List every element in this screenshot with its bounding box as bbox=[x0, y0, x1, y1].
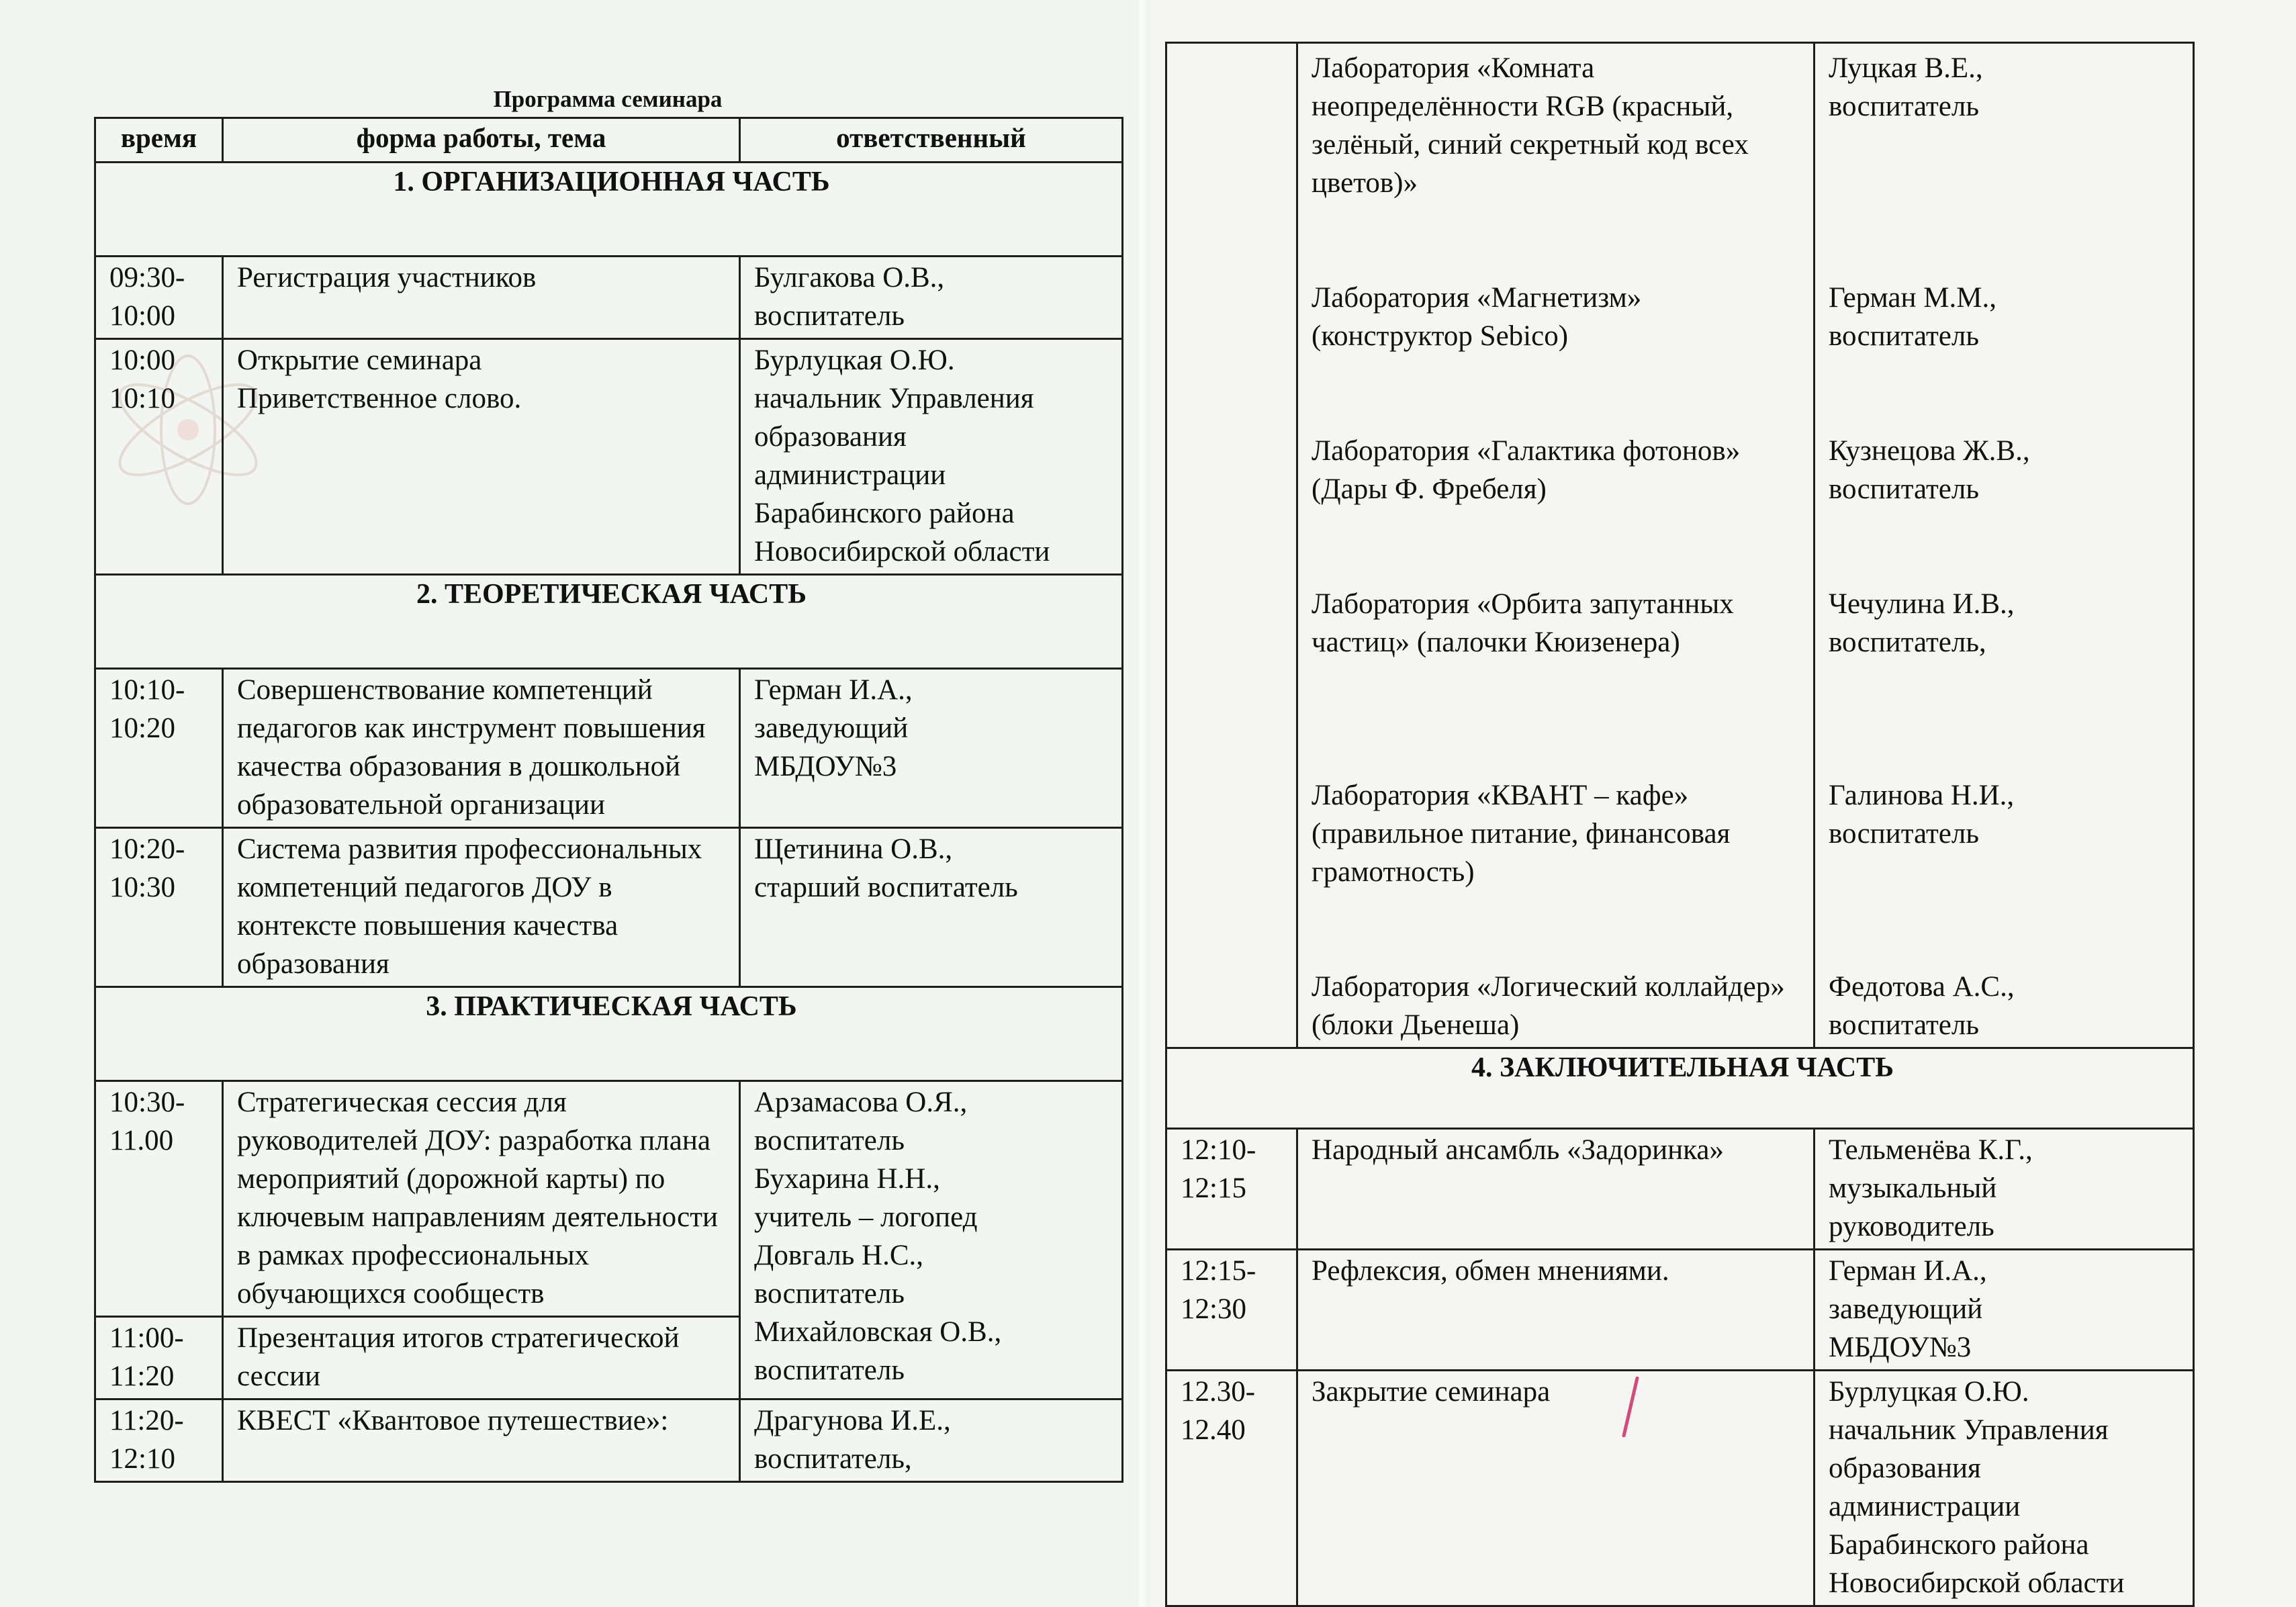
text-line: воспитатель bbox=[754, 1125, 905, 1156]
text-line: Барабинского района bbox=[754, 498, 1015, 529]
text-line: 10:20- bbox=[109, 833, 185, 865]
topic-cell: Рефлексия, обмен мнениями. bbox=[1297, 1250, 1815, 1371]
text-line: Галинова Н.И., bbox=[1829, 780, 2015, 811]
text-line: Герман И.А., bbox=[1829, 1255, 1987, 1287]
lab-topic: Лаборатория «Орбита запутанных частиц» (палочки Кюизенера) bbox=[1312, 588, 1734, 658]
table-row bbox=[1166, 1250, 2194, 1371]
text-line: 10:30- bbox=[109, 1087, 185, 1118]
topic-cell: Стратегическая сессия для руководителей ДОУ: разработка плана мероприятий (дорожной карты) по ключевым направлениям деятельности в рамках профессиональных обучающихся сообществ bbox=[223, 1081, 740, 1317]
lab-topic: Лаборатория «Магнетизм» (конструктор Sebico) bbox=[1312, 282, 1642, 352]
text-line: 11:00- bbox=[109, 1322, 184, 1354]
time-cell bbox=[95, 669, 223, 828]
responsible-cell bbox=[740, 1399, 1123, 1482]
lab-responsible bbox=[1829, 968, 2185, 1044]
program-table-left bbox=[94, 117, 1123, 1483]
text-line: администрации bbox=[1829, 1491, 2021, 1522]
topic-line: Открытие семинара bbox=[237, 345, 482, 376]
text-line: воспитатель bbox=[754, 1278, 905, 1310]
text-line: Чечулина И.В., bbox=[1829, 588, 2015, 620]
text-line: Барабинского района bbox=[1829, 1529, 2089, 1561]
text-line: воспитатель bbox=[1829, 1009, 1979, 1041]
table-row bbox=[95, 828, 1123, 987]
text-line: 12:10 bbox=[109, 1443, 175, 1475]
topic-cell bbox=[223, 339, 740, 575]
text-line: Булгакова О.В., bbox=[754, 262, 945, 293]
text-line: 12:15 bbox=[1181, 1173, 1246, 1204]
text-line: заведующий bbox=[1829, 1293, 1983, 1325]
section-row bbox=[1166, 1048, 2194, 1129]
section-row bbox=[95, 987, 1123, 1081]
time-cell bbox=[95, 1399, 223, 1482]
table-row bbox=[95, 257, 1123, 339]
time-cell bbox=[1166, 43, 1297, 1048]
text-line: 10:20 bbox=[109, 713, 175, 744]
text-line: 12:30 bbox=[1181, 1293, 1246, 1325]
lab-topic: Лаборатория «КВАНТ – кафе» (правильное питание, финансовая грамотность) bbox=[1312, 780, 1731, 888]
lab-topic: Лаборатория «Комната неопределённости RGB (красный, зелёный, синий секретный код всех цветов)» bbox=[1312, 52, 1749, 199]
table-row bbox=[95, 669, 1123, 828]
text-line: 10:00 bbox=[109, 300, 175, 332]
text-line: Довгаль Н.С., bbox=[754, 1240, 924, 1271]
column-header-responsible: ответственный bbox=[740, 118, 1123, 163]
topic-cell: Народный ансамбль «Задоринка» bbox=[1297, 1129, 1815, 1250]
section-heading: 4. ЗАКЛЮЧИТЕЛЬНАЯ ЧАСТЬ bbox=[1166, 1048, 2194, 1129]
topic-line: Приветственное слово. bbox=[237, 383, 522, 414]
labs-responsible-cell bbox=[1815, 43, 2194, 1048]
time-cell bbox=[95, 1081, 223, 1317]
text-line: воспитатель bbox=[1829, 473, 1979, 505]
table-row bbox=[95, 1399, 1123, 1482]
text-line: 12.40 bbox=[1181, 1414, 1246, 1446]
text-line: 09:30- bbox=[109, 262, 185, 293]
table-row bbox=[95, 339, 1123, 575]
text-line: Федотова А.С., bbox=[1829, 971, 2015, 1003]
time-cell bbox=[1166, 1129, 1297, 1250]
page-title: Программа семинара bbox=[493, 86, 723, 112]
text-line: воспитатель, bbox=[1829, 627, 1986, 658]
text-line: воспитатель bbox=[1829, 818, 1979, 850]
column-header-time: время bbox=[95, 118, 223, 163]
text-line: Бухарина Н.Н., bbox=[754, 1163, 940, 1195]
topic-cell: Совершенствование компетенций педагогов как инструмент повышения качества образования в дошкольной образовательной организации bbox=[223, 669, 740, 828]
responsible-cell bbox=[740, 828, 1123, 987]
text-line: Герман М.М., bbox=[1829, 282, 1997, 314]
text-line: воспитатель bbox=[754, 1355, 905, 1386]
text-line: воспитатель bbox=[1829, 91, 1979, 122]
time-cell bbox=[95, 1317, 223, 1399]
responsible-cell bbox=[1815, 1371, 2194, 1606]
text-line: музыкальный bbox=[1829, 1173, 1997, 1204]
responsible-cell bbox=[740, 257, 1123, 339]
text-line: Новосибирской области bbox=[754, 536, 1050, 567]
text-line: Луцкая В.Е., bbox=[1829, 52, 1983, 84]
page-fold bbox=[1135, 0, 1150, 1607]
text-line: администрации bbox=[754, 459, 946, 491]
topic-cell: Регистрация участников bbox=[223, 257, 740, 339]
section-heading: 3. ПРАКТИЧЕСКАЯ ЧАСТЬ bbox=[95, 987, 1123, 1081]
text-line: образования bbox=[1829, 1453, 1981, 1484]
text-line: Новосибирской области bbox=[1829, 1567, 2125, 1599]
section-row bbox=[95, 575, 1123, 669]
text-line: начальник Управления bbox=[754, 383, 1034, 414]
text-line: заведующий bbox=[754, 713, 909, 744]
text-line: воспитатель bbox=[1829, 320, 1979, 352]
text-line: Тельменёва К.Г., bbox=[1829, 1134, 2033, 1166]
topic-cell: Закрытие семинара bbox=[1297, 1371, 1815, 1606]
table-row bbox=[95, 1081, 1123, 1317]
text-line: Драгунова И.Е., bbox=[754, 1405, 951, 1436]
time-cell bbox=[95, 339, 223, 575]
text-line: 11.00 bbox=[109, 1125, 174, 1156]
lab-responsible bbox=[1829, 585, 2185, 738]
section-heading: 1. ОРГАНИЗАЦИОННАЯ ЧАСТЬ bbox=[95, 163, 1123, 257]
lab-topic: Лаборатория «Логический коллайдер» (блоки Дьенеша) bbox=[1312, 971, 1785, 1041]
section-heading: 2. ТЕОРЕТИЧЕСКАЯ ЧАСТЬ bbox=[95, 575, 1123, 669]
text-line: воспитатель bbox=[754, 300, 905, 332]
lab-responsible bbox=[1829, 432, 2185, 547]
text-line: Арзамасова О.Я., bbox=[754, 1087, 968, 1118]
text-line: начальник Управления bbox=[1829, 1414, 2109, 1446]
text-line: руководитель bbox=[1829, 1211, 1994, 1242]
time-cell bbox=[1166, 1250, 1297, 1371]
text-line: образования bbox=[754, 421, 907, 453]
text-line: 10:00 bbox=[109, 345, 175, 376]
responsible-cell bbox=[740, 1081, 1123, 1399]
responsible-cell bbox=[1815, 1250, 2194, 1371]
labs-row bbox=[1166, 43, 2194, 1048]
text-line: МБДОУ№3 bbox=[1829, 1332, 1972, 1363]
table-row bbox=[1166, 1129, 2194, 1250]
time-cell bbox=[95, 828, 223, 987]
lab-responsible bbox=[1829, 279, 2185, 394]
responsible-cell bbox=[740, 339, 1123, 575]
text-line: 10:10- bbox=[109, 674, 185, 706]
text-line: Щетинина О.В., bbox=[754, 833, 953, 865]
topic-cell: КВЕСТ «Квантовое путешествие»: bbox=[223, 1399, 740, 1482]
responsible-cell bbox=[1815, 1129, 2194, 1250]
text-line: учитель – логопед bbox=[754, 1201, 978, 1233]
lab-responsible bbox=[1829, 776, 2185, 929]
text-line: 10:30 bbox=[109, 872, 175, 903]
text-line: 10:10 bbox=[109, 383, 175, 414]
table-header-row bbox=[95, 118, 1123, 163]
time-cell bbox=[1166, 1371, 1297, 1606]
section-row bbox=[95, 163, 1123, 257]
column-header-topic: форма работы, тема bbox=[223, 118, 740, 163]
text-line: Бурлуцкая О.Ю. bbox=[1829, 1376, 2029, 1408]
topic-cell: Система развития профессиональных компетенций педагогов ДОУ в контексте повышения качества образования bbox=[223, 828, 740, 987]
lab-topic: Лаборатория «Галактика фотонов» (Дары Ф. Фребеля) bbox=[1312, 435, 1741, 505]
text-line: МБДОУ№3 bbox=[754, 751, 897, 782]
text-line: 11:20 bbox=[109, 1361, 175, 1392]
responsible-cell bbox=[740, 669, 1123, 828]
lab-responsible bbox=[1829, 49, 2185, 240]
table-row bbox=[1166, 1371, 2194, 1606]
text-line: 11:20- bbox=[109, 1405, 184, 1436]
text-line: воспитатель, bbox=[754, 1443, 912, 1475]
text-line: Михайловская О.В., bbox=[754, 1316, 1002, 1348]
time-cell bbox=[95, 257, 223, 339]
text-line: Кузнецова Ж.В., bbox=[1829, 435, 2030, 467]
program-table-right bbox=[1165, 42, 2195, 1607]
text-line: 12:15- bbox=[1181, 1255, 1256, 1287]
text-line: 12.30- bbox=[1181, 1376, 1256, 1408]
topic-cell: Презентация итогов стратегической сессии bbox=[223, 1317, 740, 1399]
labs-topics-cell bbox=[1297, 43, 1815, 1048]
text-line: 12:10- bbox=[1181, 1134, 1256, 1166]
text-line: старший воспитатель bbox=[754, 872, 1018, 903]
text-line: Бурлуцкая О.Ю. bbox=[754, 345, 955, 376]
pen-mark bbox=[1617, 1377, 1644, 1437]
text-line: Герман И.А., bbox=[754, 674, 913, 706]
